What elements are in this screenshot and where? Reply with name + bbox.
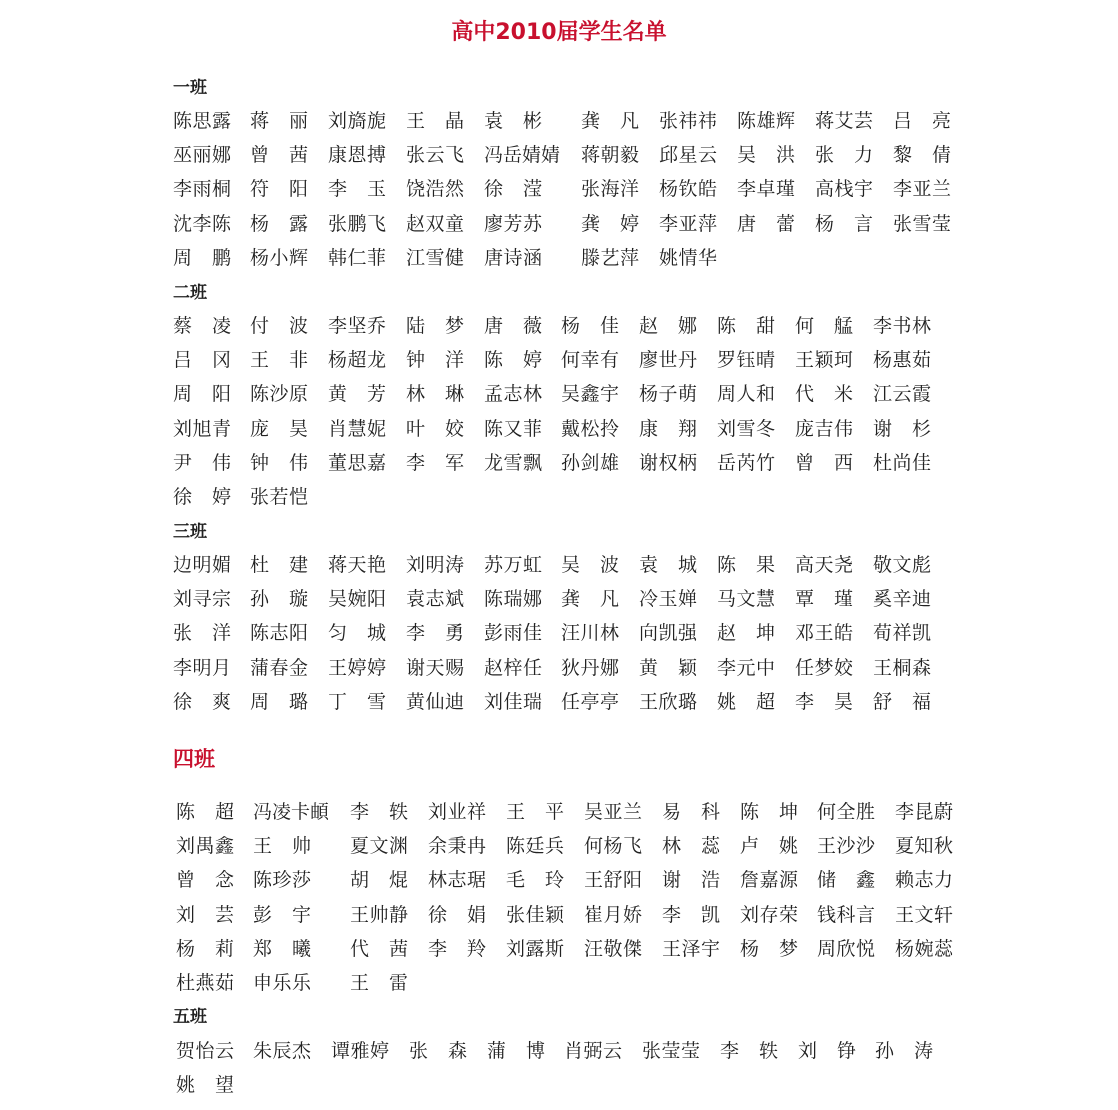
student-name: 廖世丹 [639,349,697,371]
student-name: 沈李陈 [173,213,231,235]
student-name: 冯岳婧婧 [484,144,561,166]
student-name: 符 阳 [250,178,308,200]
student-name: 廖芳苏 [484,213,542,235]
student-name: 谢天赐 [406,657,464,679]
student-name: 徐 婷 [173,486,231,508]
student-name: 贺怡云 [176,1040,234,1062]
student-name: 韩仁菲 [328,247,386,269]
student-name: 代 茜 [350,938,408,960]
student-name: 庞 昊 [250,418,308,440]
student-name: 张 森 [409,1040,467,1062]
student-name: 陈雄辉 [737,110,795,132]
student-name: 陈 坤 [740,801,798,823]
student-name: 邓王皓 [795,622,853,644]
student-name: 尹 伟 [173,452,231,474]
student-name: 代 米 [795,383,853,405]
student-name: 刘禺鑫 [176,835,234,857]
student-name: 刘明涛 [406,554,464,576]
class-heading: 五班 [173,1007,207,1027]
student-name: 蒋 丽 [250,110,308,132]
student-name: 崔月娇 [584,904,642,926]
student-name: 高天尧 [795,554,853,576]
student-name: 覃 瑾 [795,588,853,610]
student-name: 吴婉阳 [328,588,386,610]
student-name: 夏知秋 [895,835,953,857]
student-name: 陈珍莎 [253,869,311,891]
student-name: 杜燕茹 [176,972,234,994]
student-name: 张 力 [815,144,873,166]
student-name: 王 晶 [406,110,464,132]
class-heading: 四班 [173,746,215,771]
student-name: 杨 言 [815,213,873,235]
student-name: 李 军 [406,452,464,474]
student-name: 杨 梦 [740,938,798,960]
student-name: 刘雪冬 [717,418,775,440]
student-name: 匀 城 [328,622,386,644]
student-name: 林 琳 [406,383,464,405]
student-name: 王舒阳 [584,869,642,891]
student-name: 吕 亮 [893,110,951,132]
student-name: 周 鹏 [173,247,231,269]
student-name: 杨 露 [250,213,308,235]
student-name: 王婷婷 [328,657,386,679]
student-name: 陆 梦 [406,315,464,337]
student-name: 高栈宇 [815,178,873,200]
student-name: 张云飞 [406,144,464,166]
student-name: 杨子萌 [639,383,697,405]
student-name: 王文轩 [895,904,953,926]
student-name: 李 玉 [328,178,386,200]
student-name: 张鹏飞 [328,213,386,235]
student-name: 孙剑雄 [561,452,619,474]
student-name: 杨超龙 [328,349,386,371]
student-name: 钱科言 [817,904,875,926]
student-name: 李 昊 [795,691,853,713]
student-name: 陈 超 [176,801,234,823]
student-name: 戴松拎 [561,418,619,440]
student-name: 巫丽娜 [173,144,231,166]
student-name: 曾 念 [176,869,234,891]
student-name: 黎 倩 [893,144,951,166]
student-name: 黄 芳 [328,383,386,405]
student-name: 黄仙迪 [406,691,464,713]
student-name: 刘寻宗 [173,588,231,610]
student-name: 康 翔 [639,418,697,440]
student-name: 杨钦皓 [659,178,717,200]
student-name: 彭雨佳 [484,622,542,644]
student-name: 杨婉蕊 [895,938,953,960]
student-name: 苏万虹 [484,554,542,576]
student-name: 陈瑞娜 [484,588,542,610]
student-name: 刘 芸 [176,904,234,926]
student-name: 汪川林 [561,622,619,644]
student-name: 刘 铮 [798,1040,856,1062]
student-name: 李 凯 [662,904,720,926]
student-name: 滕艺萍 [581,247,639,269]
student-name: 江雪健 [406,247,464,269]
student-name: 詹嘉源 [740,869,798,891]
student-name: 荀祥凯 [873,622,931,644]
student-name: 肖弼云 [564,1040,622,1062]
student-name: 周 阳 [173,383,231,405]
student-name: 李坚乔 [328,315,386,337]
student-name: 黄 颖 [639,657,697,679]
student-name: 蒲 博 [487,1040,545,1062]
student-name: 刘旖旎 [328,110,386,132]
student-name: 陈又菲 [484,418,542,440]
student-name: 刘露斯 [506,938,564,960]
student-name: 张祎祎 [659,110,717,132]
student-name: 夏文渊 [350,835,408,857]
student-name: 李书林 [873,315,931,337]
student-name: 李卓瑾 [737,178,795,200]
student-name: 徐 爽 [173,691,231,713]
student-name: 王颖珂 [795,349,853,371]
student-name: 赖志力 [895,869,953,891]
student-name: 李昆蔚 [895,801,953,823]
student-name: 叶 姣 [406,418,464,440]
student-name: 龚 凡 [581,110,639,132]
class-heading: 一班 [173,78,207,98]
student-name: 钟 伟 [250,452,308,474]
student-name: 姚情华 [659,247,717,269]
student-name: 康恩搏 [328,144,386,166]
student-name: 王桐森 [873,657,931,679]
student-name: 王 雷 [350,972,408,994]
student-name: 饶浩然 [406,178,464,200]
student-name: 赵 坤 [717,622,775,644]
student-name: 王 帅 [253,835,311,857]
student-name: 张 洋 [173,622,231,644]
student-name: 何杨飞 [584,835,642,857]
student-name: 何 艋 [795,315,853,337]
student-name: 谢 浩 [662,869,720,891]
student-name: 陈沙原 [250,383,308,405]
student-name: 袁 城 [639,554,697,576]
student-name: 周欣悦 [817,938,875,960]
student-name: 蔡 凌 [173,315,231,337]
student-name: 赵梓任 [484,657,542,679]
student-name: 陈 甜 [717,315,775,337]
student-name: 敬文彪 [873,554,931,576]
student-name: 刘旭青 [173,418,231,440]
student-name: 龚 凡 [561,588,619,610]
student-name: 王帅静 [350,904,408,926]
student-name: 肖慧妮 [328,418,386,440]
student-name: 杨惠茹 [873,349,931,371]
student-name: 李 羚 [428,938,486,960]
student-name: 刘存荣 [740,904,798,926]
student-name: 郑 曦 [253,938,311,960]
student-name: 何幸有 [561,349,619,371]
student-name: 付 波 [250,315,308,337]
student-name: 汪敬傑 [584,938,642,960]
student-name: 王 非 [250,349,308,371]
student-name: 唐诗涵 [484,247,542,269]
student-name: 任亭亭 [561,691,619,713]
student-name: 狄丹娜 [561,657,619,679]
student-name: 吴 波 [561,554,619,576]
student-name: 李雨桐 [173,178,231,200]
student-name: 储 鑫 [817,869,875,891]
student-name: 李元中 [717,657,775,679]
student-name: 李亚兰 [893,178,951,200]
student-name: 罗钰晴 [717,349,775,371]
student-name: 蒲春金 [250,657,308,679]
student-name: 毛 玲 [506,869,564,891]
class-heading: 二班 [173,283,207,303]
student-name: 孙 涛 [875,1040,933,1062]
student-name: 余秉冉 [428,835,486,857]
student-name: 袁 彬 [484,110,542,132]
student-name: 陈 果 [717,554,775,576]
student-name: 赵双童 [406,213,464,235]
class-heading: 三班 [173,522,207,542]
student-name: 周人和 [717,383,775,405]
student-name: 林 蕊 [662,835,720,857]
student-name: 吴鑫宇 [561,383,619,405]
student-name: 唐 薇 [484,315,542,337]
student-name: 蒋朝毅 [581,144,639,166]
student-name: 唐 蕾 [737,213,795,235]
student-name: 吴亚兰 [584,801,642,823]
student-name: 张雪莹 [893,213,951,235]
student-name: 申乐乐 [253,972,311,994]
student-name: 杨 佳 [561,315,619,337]
student-name: 王沙沙 [817,835,875,857]
student-name: 谢权柄 [639,452,697,474]
student-name: 姚 超 [717,691,775,713]
student-name: 谭雅婷 [331,1040,389,1062]
student-name: 龙雪飘 [484,452,542,474]
student-name: 王泽宇 [662,938,720,960]
student-name: 王 平 [506,801,564,823]
student-name: 奚辛迪 [873,588,931,610]
student-name: 钟 洋 [406,349,464,371]
student-name: 张莹莹 [642,1040,700,1062]
student-name: 岳芮竹 [717,452,775,474]
student-name: 邱星云 [659,144,717,166]
student-name: 向凯强 [639,622,697,644]
student-name: 李 轶 [350,801,408,823]
student-name: 杨 莉 [176,938,234,960]
student-name: 李 轶 [720,1040,778,1062]
student-name: 杜尚佳 [873,452,931,474]
student-name: 杜 建 [250,554,308,576]
student-name: 李亚萍 [659,213,717,235]
student-name: 庞吉伟 [795,418,853,440]
student-name: 陈 婷 [484,349,542,371]
student-name: 姚 望 [176,1074,234,1096]
student-name: 王欣璐 [639,691,697,713]
student-name: 李 勇 [406,622,464,644]
student-name: 丁 雪 [328,691,386,713]
student-name: 张海洋 [581,178,639,200]
document-title: 高中2010届学生名单 [451,20,667,45]
student-name: 龚 婷 [581,213,639,235]
student-name: 蒋天艳 [328,554,386,576]
student-name: 孙 璇 [250,588,308,610]
student-name: 徐 娟 [428,904,486,926]
student-name: 朱辰杰 [253,1040,311,1062]
student-name: 马文慧 [717,588,775,610]
student-name: 易 科 [662,801,720,823]
student-name: 卢 姚 [740,835,798,857]
student-name: 徐 滢 [484,178,542,200]
student-name: 曾 西 [795,452,853,474]
student-name: 张若恺 [250,486,308,508]
student-name: 董思嘉 [328,452,386,474]
student-name: 何全胜 [817,801,875,823]
student-name: 杨小辉 [250,247,308,269]
student-name: 陈思露 [173,110,231,132]
student-name: 胡 焜 [350,869,408,891]
student-name: 边明媚 [173,554,231,576]
student-name: 刘佳瑞 [484,691,542,713]
student-name: 吕 冈 [173,349,231,371]
student-name: 赵 娜 [639,315,697,337]
student-name: 周 璐 [250,691,308,713]
student-name: 蒋艾芸 [815,110,873,132]
student-name: 冷玉婵 [639,588,697,610]
student-name: 陈廷兵 [506,835,564,857]
student-name: 陈志阳 [250,622,308,644]
student-name: 吴 洪 [737,144,795,166]
student-name: 江云霞 [873,383,931,405]
student-name: 李明月 [173,657,231,679]
student-name: 林志琚 [428,869,486,891]
student-name: 张佳颖 [506,904,564,926]
student-name: 刘业祥 [428,801,486,823]
student-name: 冯凌卡頔 [253,801,330,823]
student-name: 任梦姣 [795,657,853,679]
student-name: 谢 杉 [873,418,931,440]
student-name: 曾 茜 [250,144,308,166]
student-name: 袁志斌 [406,588,464,610]
student-name: 孟志林 [484,383,542,405]
student-name: 舒 福 [873,691,931,713]
student-name: 彭 宇 [253,904,311,926]
